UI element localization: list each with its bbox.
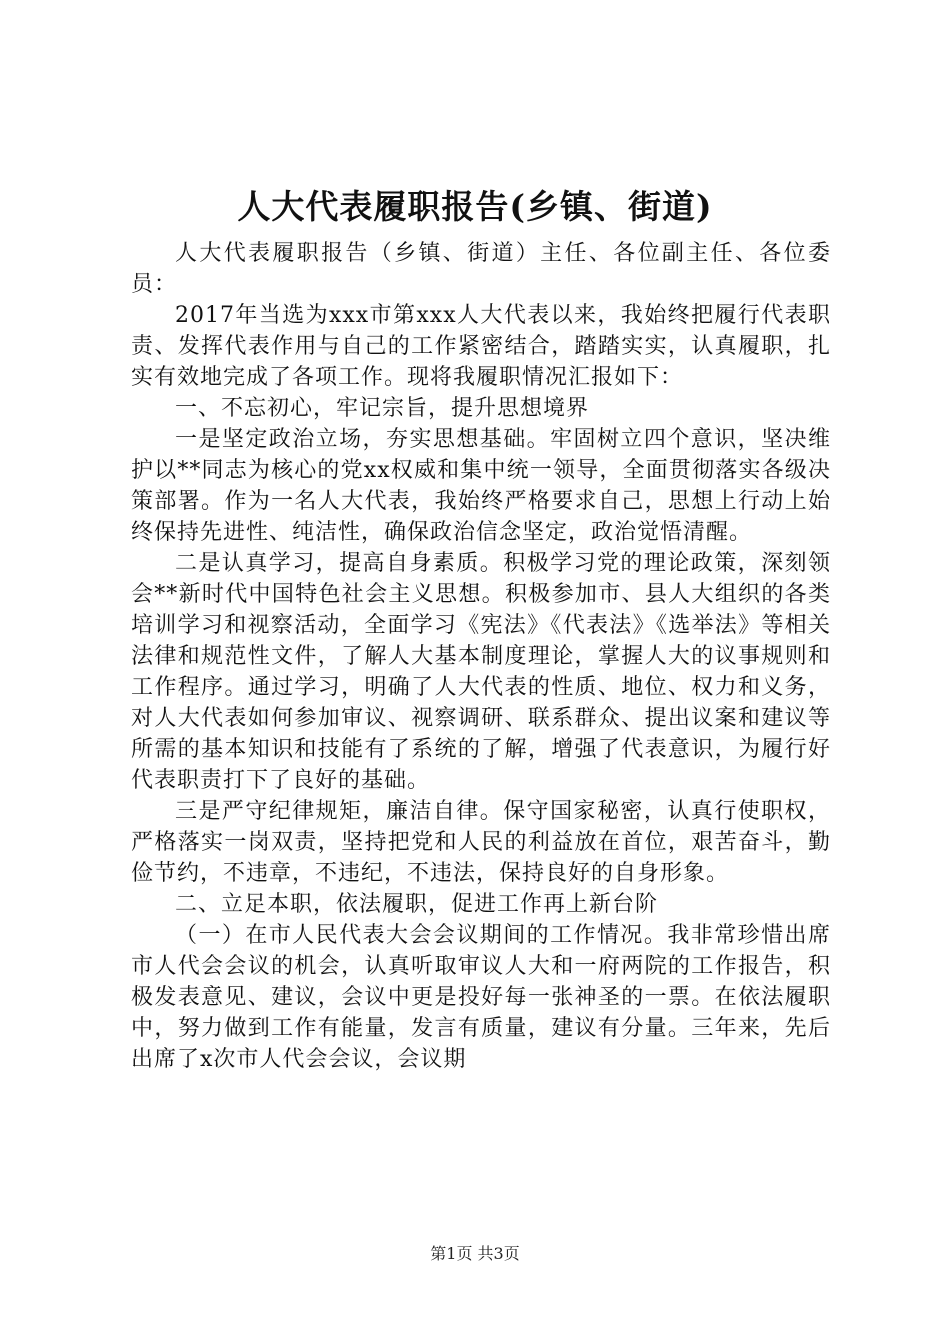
section-heading-1: 一、不忘初心，牢记宗旨，提升思想境界 xyxy=(175,396,590,421)
document-body xyxy=(131,238,831,1075)
body-paragraph: 二是认真学习，提高自身素质。积极学习党的理论政策，深刻领会**新时代中国特色社会主义思想。积极参加市、县人大组织的各类培训学习和视察活动，全面学习《宪法》《代表法》《选举法》等相关法律和规范性文件，了解人大基本制度理论，掌握人大的议事规则和工作程序。通过学习，明确了人大代表的性质、地位、权力和义务，对人大代表如何参加审议、视察调研、联系群众、提出议案和建议等所需的基本知识和技能有了系统的了解，增强了代表意识，为履行好代表职责打下了良好的基础。 xyxy=(131,551,831,793)
page-number-footer: 第1页 共3页 xyxy=(430,1244,520,1263)
section-heading-2: 二、立足本职，依法履职，促进工作再上新台阶 xyxy=(175,892,659,917)
body-paragraph: 一是坚定政治立场，夯实思想基础。牢固树立四个意识，坚决维护以**同志为核心的党xx权威和集中统一领导，全面贯彻落实各级决策部署。作为一名人大代表，我始终严格要求自己，思想上行动上始终保持先进性、纯洁性，确保政治信念坚定，政治觉悟清醒。 xyxy=(131,427,831,545)
body-paragraph: 三是严守纪律规矩，廉洁自律。保守国家秘密，认真行使职权，严格落实一岗双责，坚持把党和人民的利益放在首位，艰苦奋斗，勤俭节约，不违章，不违纪，不违法，保持良好的自身形象。 xyxy=(131,799,831,886)
intro-paragraph: 2017年当选为xxx市第xxx人大代表以来，我始终把履行代表职责、发挥代表作用与自己的工作紧密结合，踏踏实实，认真履职，扎实有效地完成了各项工作。现将我履职情况汇报如下： xyxy=(131,303,831,390)
salutation-paragraph: 人大代表履职报告（乡镇、街道）主任、各位副主任、各位委员： xyxy=(131,241,831,297)
document-title: 人大代表履职报告(乡镇、街道) xyxy=(237,187,713,226)
body-paragraph: （一）在市人民代表大会会议期间的工作情况。我非常珍惜出席市人代会会议的机会，认真听取审议人大和一府两院的工作报告，积极发表意见、建议，会议中更是投好每一张神圣的一票。在依法履职中，努力做到工作有能量，发言有质量，建议有分量。三年来，先后出席了x次市人代会会议，会议期 xyxy=(131,923,831,1072)
